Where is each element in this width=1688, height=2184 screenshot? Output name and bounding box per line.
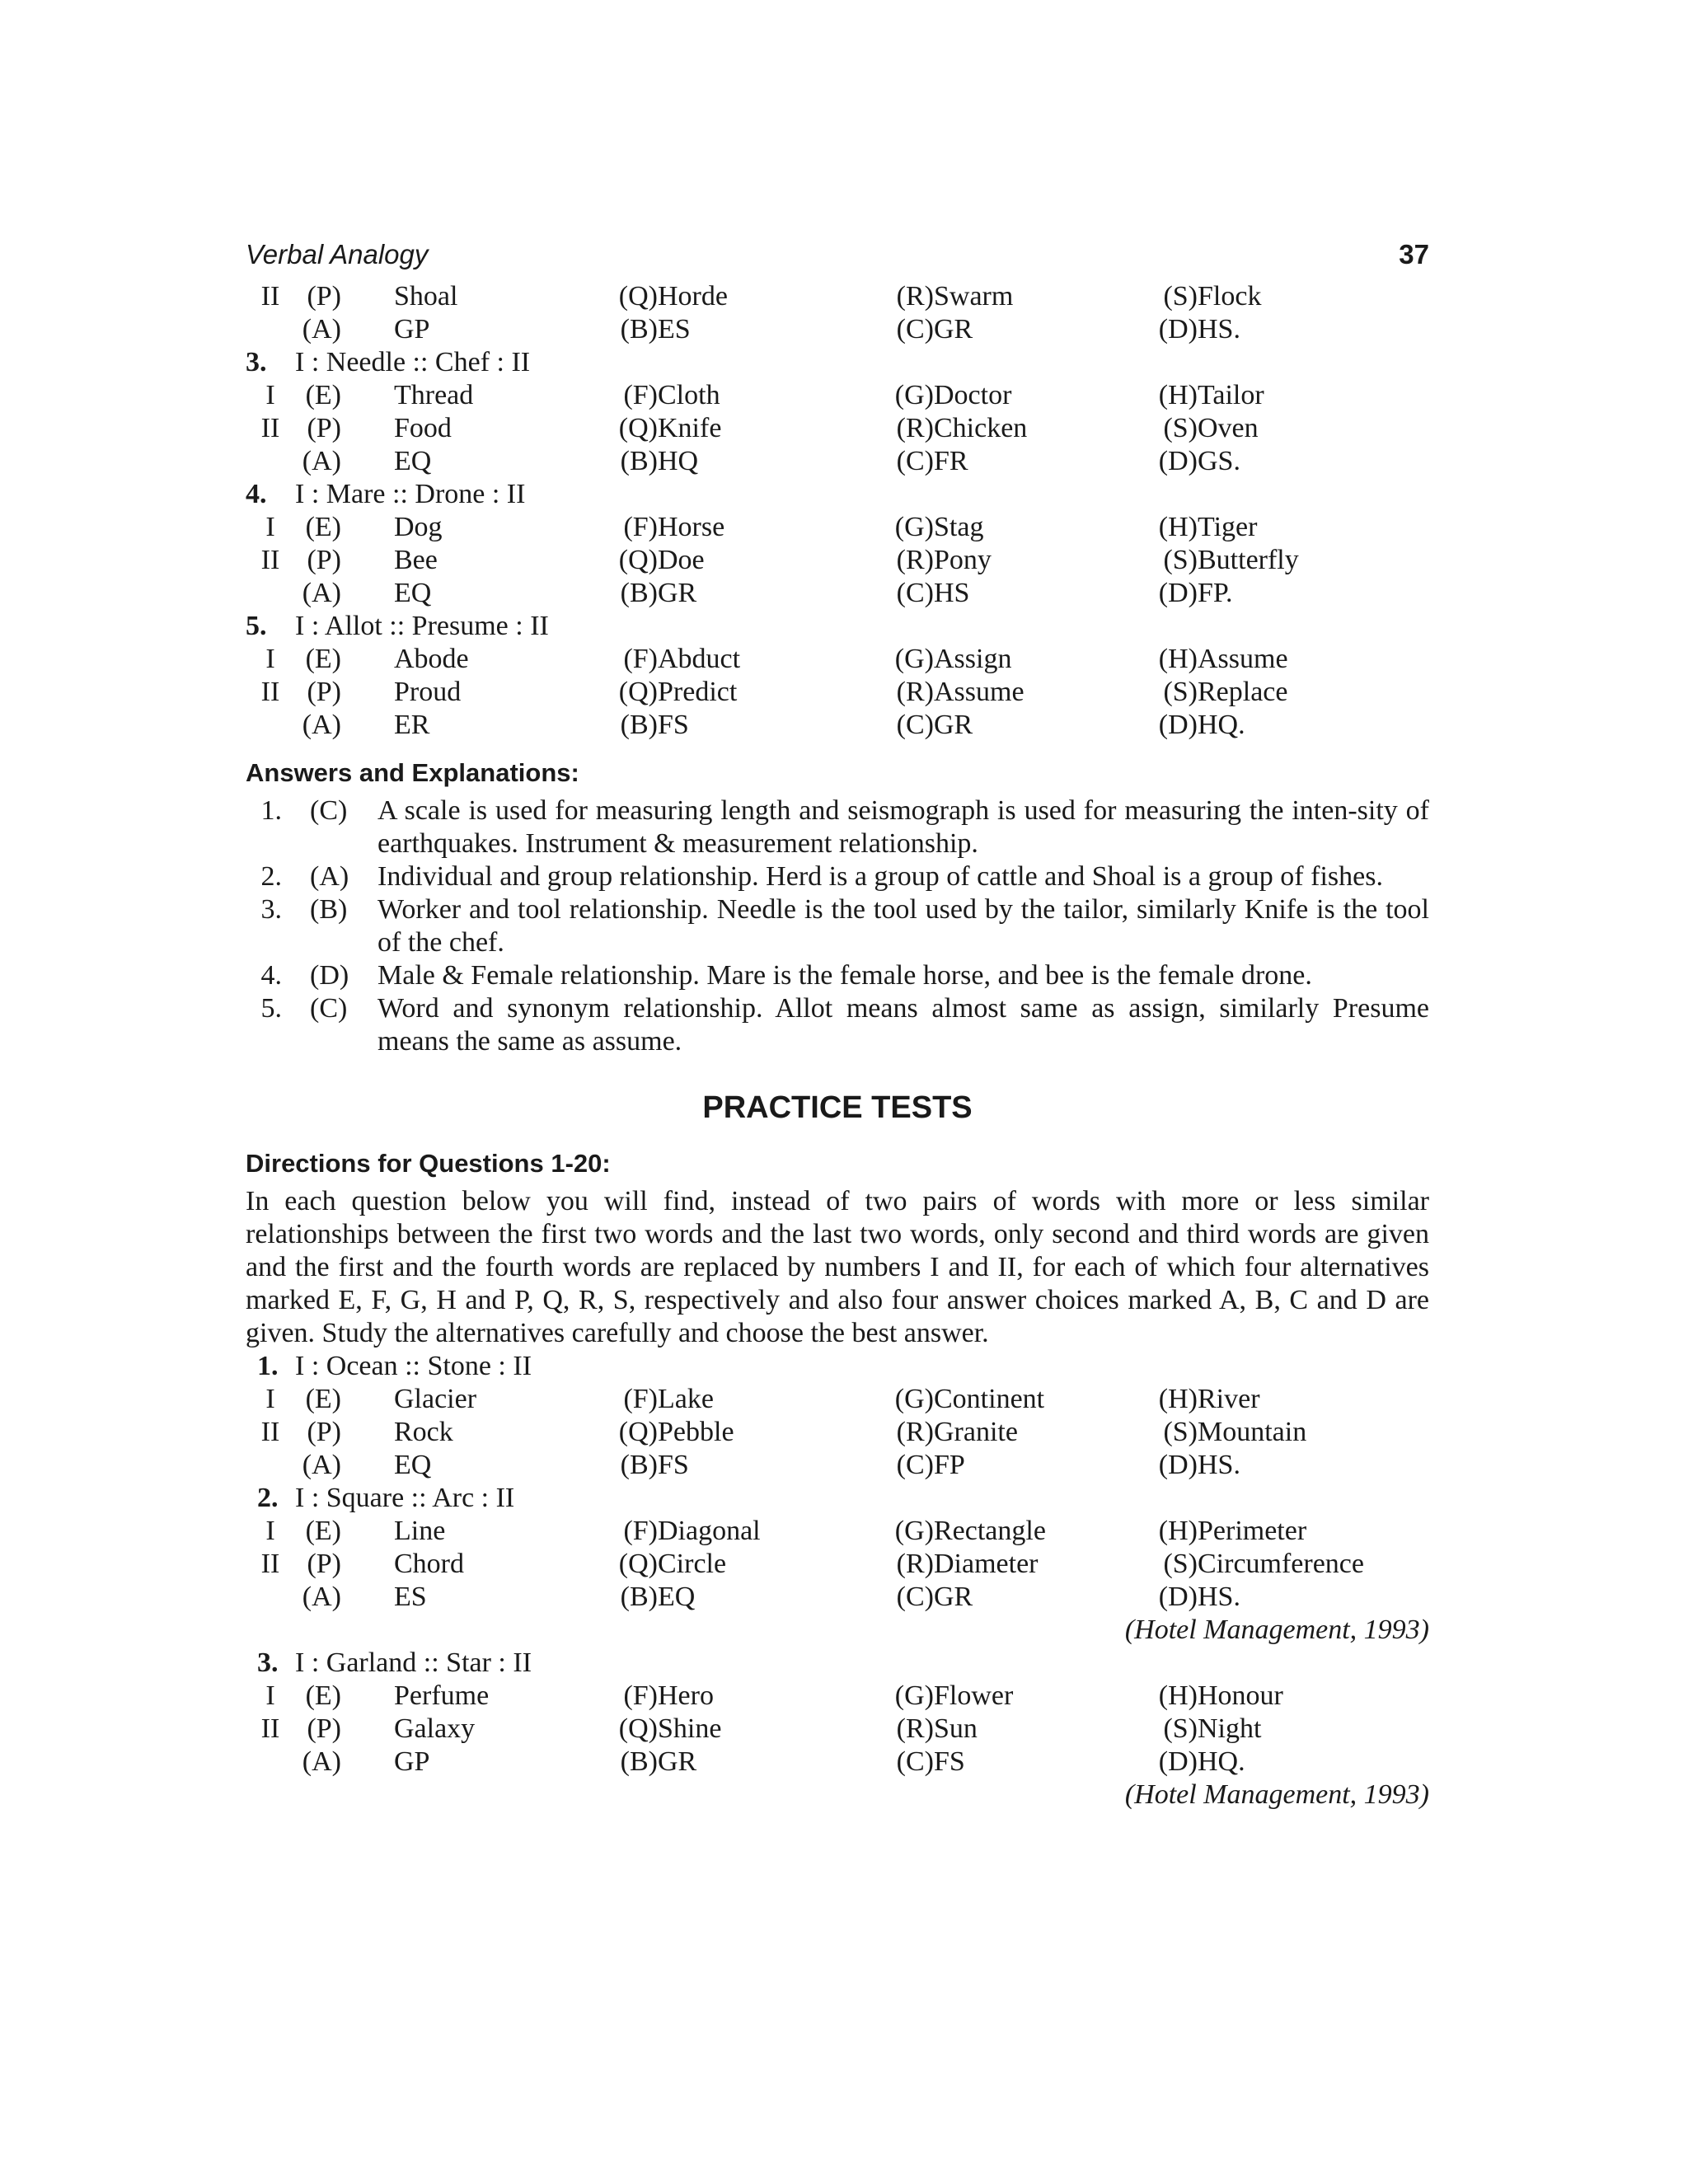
option-text: Flock (1198, 281, 1262, 312)
option-label: (C) (896, 1582, 934, 1612)
option-text: Proud (394, 677, 462, 707)
answer-number: 5. (260, 993, 282, 1024)
option-label: (A) (302, 710, 341, 740)
question-stem: I : Needle :: Chef : II (295, 347, 531, 377)
option-text: Replace (1198, 677, 1288, 707)
option-label: (R) (896, 1417, 934, 1447)
option-label: (R) (896, 545, 934, 575)
option-label: (A) (302, 314, 341, 344)
practice-question-block (246, 1350, 1429, 1811)
option-text: HS. (1198, 314, 1240, 344)
option-text: EQ (658, 1582, 696, 1612)
option-label: (H) (1158, 1384, 1198, 1414)
option-label: (F) (623, 380, 658, 410)
answer-item (246, 992, 1429, 1058)
option-text: FP. (1198, 578, 1233, 608)
roman-numeral: II (260, 281, 280, 312)
question-number: 4. (246, 479, 267, 509)
option-label: (P) (307, 1713, 341, 1744)
answers-heading: Answers and Explanations: (246, 758, 579, 787)
option-text: FR (934, 446, 968, 476)
option-label: (P) (307, 281, 341, 312)
option-text: FS (934, 1746, 965, 1777)
option-label: (F) (623, 1680, 658, 1711)
alternatives-row (246, 1515, 1429, 1548)
option-label: (D) (1158, 578, 1198, 608)
option-text: Circumference (1198, 1549, 1364, 1579)
roman-numeral: I (265, 512, 275, 542)
option-text: GP (394, 314, 430, 344)
option-text: Oven (1198, 413, 1259, 443)
option-label: (G) (894, 1516, 934, 1546)
option-text: GS. (1198, 446, 1240, 476)
option-label: (Q) (618, 1713, 658, 1744)
answer-choices-row (246, 577, 1429, 610)
option-label: (A) (302, 446, 341, 476)
option-text: Assume (934, 677, 1025, 707)
option-text: Assume (1198, 644, 1288, 674)
option-text: Galaxy (394, 1713, 476, 1744)
option-text: Stag (934, 512, 984, 542)
option-label: (C) (896, 314, 934, 344)
answer-choices-row (246, 1581, 1429, 1614)
option-label: (C) (896, 578, 934, 608)
option-text: Horde (658, 281, 728, 312)
roman-numeral: I (265, 1516, 275, 1546)
roman-numeral: II (260, 413, 280, 443)
option-label: (Q) (618, 281, 658, 312)
option-text: Granite (934, 1417, 1018, 1447)
option-text: Continent (934, 1384, 1045, 1414)
option-text: Diagonal (658, 1516, 761, 1546)
roman-numeral: II (260, 545, 280, 575)
option-label: (E) (305, 380, 341, 410)
question-number: 5. (246, 611, 267, 641)
question-stem-line (246, 346, 1429, 379)
option-text: Hero (658, 1680, 714, 1711)
option-label: (G) (894, 512, 934, 542)
option-label: (F) (623, 1384, 658, 1414)
answer-number: 1. (260, 795, 282, 826)
option-text: Pony (934, 545, 992, 575)
option-text: Swarm (934, 281, 1014, 312)
option-text: ES (658, 314, 691, 344)
option-text: GR (658, 1746, 697, 1777)
option-label: (E) (305, 1384, 341, 1414)
option-label: (F) (623, 512, 658, 542)
option-label: (Q) (618, 1417, 658, 1447)
answer-choice: (A) (310, 861, 349, 892)
answer-item (246, 860, 1429, 893)
source-citation: (Hotel Management, 1993) (1124, 1615, 1429, 1645)
roman-numeral: I (265, 1680, 275, 1711)
option-text: GP (394, 1746, 430, 1777)
option-text: Rock (394, 1417, 453, 1447)
option-text: Perfume (394, 1680, 490, 1711)
option-text: Mountain (1198, 1417, 1307, 1447)
option-label: (R) (896, 413, 934, 443)
option-text: Line (394, 1516, 446, 1546)
running-title: Verbal Analogy (246, 239, 429, 269)
option-label: (E) (305, 1680, 341, 1711)
option-text: Perimeter (1198, 1516, 1307, 1546)
option-label: (S) (1163, 545, 1198, 575)
option-label: (E) (305, 1516, 341, 1546)
option-text: Shine (658, 1713, 722, 1744)
option-label: (Q) (618, 545, 658, 575)
question-stem-line (246, 1350, 1429, 1383)
option-label: (P) (307, 545, 341, 575)
answer-choices-row (246, 445, 1429, 478)
option-label: (D) (1158, 1746, 1198, 1777)
option-label: (H) (1158, 512, 1198, 542)
option-text: HQ (658, 446, 699, 476)
option-text: GR (934, 1582, 973, 1612)
answer-explanation: Worker and tool relationship. Needle is the tool used by the tailor, similarly Knife is the tool of the chef. (377, 894, 1429, 958)
option-text: Assign (934, 644, 1012, 674)
option-label: (R) (896, 281, 934, 312)
question-stem: I : Garland :: Star : II (295, 1647, 532, 1678)
option-text: Pebble (658, 1417, 734, 1447)
option-text: Food (394, 413, 452, 443)
option-label: (D) (1158, 314, 1198, 344)
option-label: (R) (896, 1549, 934, 1579)
option-text: GR (658, 578, 697, 608)
option-label: (C) (896, 1450, 934, 1480)
option-text: HQ. (1198, 710, 1245, 740)
directions-paragraph: In each question below you will find, instead of two pairs of words with more or less similar relationships between the first two words and the last two words, only second and third words are given and the first and the fourth words are replaced by numbers I and II, for each of which four alternatives marked E, F, G, H and P, Q, R, S, respectively and also four answer choices marked A, B, C and D are given. Study the alternatives carefully and choose the best answer. (246, 1186, 1429, 1348)
option-label: (B) (620, 446, 658, 476)
option-text: Butterfly (1198, 545, 1299, 575)
option-text: Knife (658, 413, 722, 443)
option-label: (S) (1163, 677, 1198, 707)
option-label: (B) (620, 710, 658, 740)
answer-explanation: A scale is used for measuring length and seismograph is used for measuring the inten-sity of earthquakes. Instrument & measurement relationship. (377, 795, 1429, 859)
option-text: Flower (934, 1680, 1014, 1711)
option-text: ER (394, 710, 430, 740)
option-text: Dog (394, 512, 443, 542)
answer-explanation: Male & Female relationship. Mare is the female horse, and bee is the female drone. (377, 960, 1312, 991)
option-text: Circle (658, 1549, 727, 1579)
answer-item (246, 893, 1429, 959)
option-label: (C) (896, 710, 934, 740)
answer-choice: (B) (310, 894, 348, 925)
alternatives-row (246, 643, 1429, 676)
question-number: 3. (257, 1647, 279, 1678)
option-text: Thread (394, 380, 474, 410)
option-text: EQ (394, 446, 432, 476)
option-label: (G) (894, 1680, 934, 1711)
option-text: River (1198, 1384, 1260, 1414)
option-text: EQ (394, 578, 432, 608)
option-label: (R) (896, 1713, 934, 1744)
option-label: (D) (1158, 1582, 1198, 1612)
answer-item (246, 959, 1429, 992)
option-label: (G) (894, 1384, 934, 1414)
option-label: (E) (305, 512, 341, 542)
option-label: (A) (302, 578, 341, 608)
option-label: (R) (896, 677, 934, 707)
option-text: Cloth (658, 380, 720, 410)
option-text: FS (658, 1450, 689, 1480)
option-label: (H) (1158, 644, 1198, 674)
question-stem: I : Allot :: Presume : II (295, 611, 549, 641)
option-text: GR (934, 710, 973, 740)
option-text: Abode (394, 644, 469, 674)
alternatives-row (246, 544, 1429, 577)
option-text: Horse (658, 512, 725, 542)
option-label: (B) (620, 1450, 658, 1480)
option-text: Lake (658, 1384, 714, 1414)
answer-choices-row (246, 313, 1429, 346)
option-label: (A) (302, 1746, 341, 1777)
option-text: HS. (1198, 1450, 1240, 1480)
alternatives-row (246, 379, 1429, 412)
alternatives-row (246, 676, 1429, 709)
question-stem: I : Mare :: Drone : II (295, 479, 526, 509)
question-block-continued (246, 280, 1429, 742)
roman-numeral: II (260, 677, 280, 707)
option-text: Shoal (394, 281, 458, 312)
option-label: (D) (1158, 1450, 1198, 1480)
option-label: (C) (896, 446, 934, 476)
question-stem: I : Square :: Arc : II (295, 1483, 515, 1513)
option-text: Sun (934, 1713, 978, 1744)
roman-numeral: II (260, 1417, 280, 1447)
roman-numeral: II (260, 1713, 280, 1744)
option-label: (P) (307, 677, 341, 707)
option-text: Abduct (658, 644, 741, 674)
option-label: (A) (302, 1450, 341, 1480)
question-number: 1. (257, 1351, 279, 1381)
alternatives-row (246, 511, 1429, 544)
option-label: (G) (894, 380, 934, 410)
answer-choice: (C) (310, 993, 348, 1024)
page (246, 239, 1429, 1811)
answer-choices-row (246, 1449, 1429, 1482)
option-label: (C) (896, 1746, 934, 1777)
option-text: Diameter (934, 1549, 1039, 1579)
option-text: Tiger (1198, 512, 1258, 542)
option-label: (F) (623, 644, 658, 674)
roman-numeral: II (260, 1549, 280, 1579)
option-text: EQ (394, 1450, 432, 1480)
option-label: (H) (1158, 1680, 1198, 1711)
question-number: 3. (246, 347, 267, 377)
option-label: (G) (894, 644, 934, 674)
answer-choices-row (246, 1746, 1429, 1779)
option-label: (B) (620, 1582, 658, 1612)
option-label: (H) (1158, 380, 1198, 410)
option-label: (P) (307, 1549, 341, 1579)
answer-number: 2. (260, 861, 282, 892)
alternatives-row (246, 1713, 1429, 1746)
question-stem-line (246, 1482, 1429, 1515)
option-label: (D) (1158, 710, 1198, 740)
option-label: (F) (623, 1516, 658, 1546)
alternatives-row (246, 412, 1429, 445)
option-label: (P) (307, 1417, 341, 1447)
roman-numeral: I (265, 1384, 275, 1414)
option-label: (S) (1163, 1549, 1198, 1579)
option-text: GR (934, 314, 973, 344)
option-label: (S) (1163, 1417, 1198, 1447)
question-stem-line (246, 478, 1429, 511)
directions-heading: Directions for Questions 1-20: (246, 1149, 611, 1178)
option-text: Rectangle (934, 1516, 1046, 1546)
answer-item (246, 794, 1429, 860)
option-text: ES (394, 1582, 427, 1612)
page-number: 37 (1399, 239, 1429, 269)
option-label: (P) (307, 413, 341, 443)
option-text: FS (658, 710, 689, 740)
option-text: HS. (1198, 1582, 1240, 1612)
option-text: Glacier (394, 1384, 477, 1414)
answers-list (246, 794, 1429, 1058)
option-label: (D) (1158, 446, 1198, 476)
alternatives-row (246, 1548, 1429, 1581)
option-label: (B) (620, 314, 658, 344)
source-citation: (Hotel Management, 1993) (1124, 1779, 1429, 1810)
option-label: (S) (1163, 1713, 1198, 1744)
option-label: (E) (305, 644, 341, 674)
alternatives-row (246, 280, 1429, 313)
roman-numeral: I (265, 644, 275, 674)
option-text: FP (934, 1450, 965, 1480)
option-text: Honour (1198, 1680, 1283, 1711)
option-text: HQ. (1198, 1746, 1245, 1777)
option-text: Tailor (1198, 380, 1264, 410)
option-text: Doe (658, 545, 705, 575)
option-text: HS (934, 578, 970, 608)
question-stem-line (246, 610, 1429, 643)
option-label: (Q) (618, 413, 658, 443)
answer-explanation: Word and synonym relationship. Allot means almost same as assign, similarly Presume means the same as assume. (377, 993, 1429, 1057)
option-label: (S) (1163, 281, 1198, 312)
alternatives-row (246, 1680, 1429, 1713)
question-stem: I : Ocean :: Stone : II (295, 1351, 532, 1381)
option-text: Night (1198, 1713, 1262, 1744)
option-text: Chord (394, 1549, 464, 1579)
page-header (246, 239, 1429, 280)
practice-tests-title: PRACTICE TESTS (702, 1090, 973, 1125)
answer-number: 3. (260, 894, 282, 925)
option-label: (S) (1163, 413, 1198, 443)
roman-numeral: I (265, 380, 275, 410)
answer-choice: (D) (310, 960, 349, 991)
option-text: Bee (394, 545, 438, 575)
option-label: (Q) (618, 677, 658, 707)
option-text: Chicken (934, 413, 1028, 443)
option-label: (A) (302, 1582, 341, 1612)
question-number: 2. (257, 1483, 279, 1513)
answer-choices-row (246, 709, 1429, 742)
answer-explanation: Individual and group relationship. Herd is a group of cattle and Shoal is a group of fishes. (377, 861, 1383, 892)
option-label: (H) (1158, 1516, 1198, 1546)
answer-choice: (C) (310, 795, 348, 826)
question-stem-line (246, 1647, 1429, 1680)
option-text: Doctor (934, 380, 1012, 410)
option-label: (B) (620, 578, 658, 608)
alternatives-row (246, 1383, 1429, 1416)
option-label: (Q) (618, 1549, 658, 1579)
alternatives-row (246, 1416, 1429, 1449)
answer-number: 4. (260, 960, 282, 991)
option-label: (B) (620, 1746, 658, 1777)
option-text: Predict (658, 677, 738, 707)
